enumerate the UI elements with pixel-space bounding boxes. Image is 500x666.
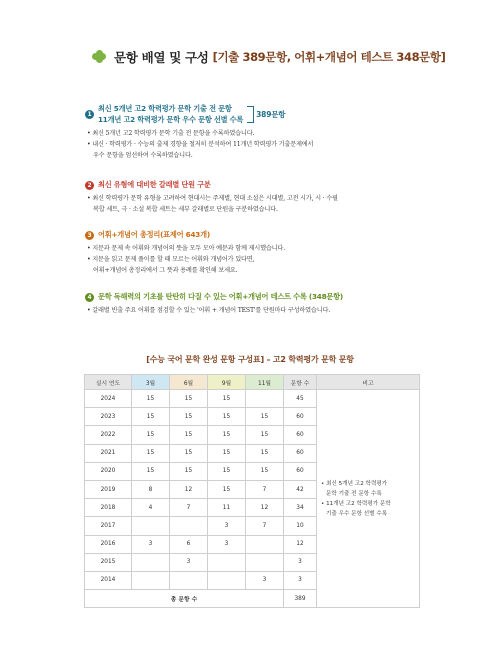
year-cell: 2022 [85, 426, 132, 444]
section-1-bullet-3: 우수 문항을 엄선하여 수록하였습니다. [93, 152, 193, 159]
note-line: 문학 기출 전 문항 수록 [326, 490, 382, 497]
count-cell: 42 [284, 480, 317, 498]
note-line: • 최신 5개년 고2 학력평가 [321, 480, 388, 487]
count-cell: 10 [284, 517, 317, 535]
section-number-badge: 1 [85, 110, 94, 119]
section-3-bullet-2: • 지문을 읽고 문제 풀이를 할 때 모르는 어휘와 개념어가 있다면, [87, 256, 255, 263]
month-cell: 15 [208, 462, 246, 480]
month-cell: 15 [170, 426, 208, 444]
note-line: • 11개년 고2 학력평가 문학 [321, 500, 391, 507]
month-cell: 11 [208, 499, 246, 517]
table-row [85, 390, 420, 408]
section-1-heading-line-1: 최신 5개년 고2 학력평가 문학 기출 전 문항 [98, 104, 232, 113]
month-cell: 15 [246, 426, 284, 444]
month-cell: 15 [132, 444, 170, 462]
month-cell: 15 [170, 408, 208, 426]
month-cell: 15 [208, 444, 246, 462]
month-cell [132, 571, 170, 589]
count-cell: 60 [284, 408, 317, 426]
section-3-heading: 어휘+개념어 총정리(표제어 643개) [98, 230, 210, 239]
count-cell: 60 [284, 426, 317, 444]
month-cell [132, 517, 170, 535]
header-count: 문항 수 [284, 375, 317, 390]
table-title: [수능 국어 문학 완성 문항 구성표] – 고2 학력평가 문학 문항 [146, 355, 354, 364]
page-subtitle: [기출 389문항, 어휘+개념어 테스트 348문항] [212, 50, 446, 64]
section-3-bullet-1: • 지문과 문제 속 어휘와 개념어의 뜻을 모두 모아 예문과 함께 제시했습니다. [87, 245, 285, 252]
month-cell: 15 [132, 408, 170, 426]
month-cell: 8 [132, 480, 170, 498]
count-cell: 3 [284, 571, 317, 589]
year-cell: 2024 [85, 390, 132, 408]
section-4 [85, 292, 425, 316]
month-cell: 3 [246, 571, 284, 589]
section-2-bullet-1: • 최신 학력평가 문학 유형을 고려하여 현대시는 주제별, 현대 소설은 시대별, 고전 시가, 시 · 수필 [87, 195, 338, 202]
month-cell: 3 [132, 535, 170, 553]
month-cell [170, 517, 208, 535]
section-1-bullet-2: • 내신 · 학력평가 · 수능의 출제 경향을 철저히 분석하여 11개년 학력평가 기출문제에서 [87, 141, 314, 148]
section-1-bullet-1: • 최신 5개년 고2 학력평가 문학 기출 전 문항을 수록하였습니다. [87, 130, 255, 137]
month-cell: 15 [246, 408, 284, 426]
year-cell: 2018 [85, 499, 132, 517]
month-cell: 15 [246, 462, 284, 480]
count-cell: 3 [284, 553, 317, 571]
month-cell: 15 [170, 444, 208, 462]
month-cell: 3 [208, 517, 246, 535]
year-cell: 2017 [85, 517, 132, 535]
header-march: 3월 [132, 375, 170, 390]
month-cell [246, 535, 284, 553]
count-cell: 34 [284, 499, 317, 517]
section-3 [85, 230, 425, 276]
section-2 [85, 180, 425, 215]
month-cell: 6 [170, 535, 208, 553]
month-cell [208, 553, 246, 571]
month-cell: 12 [170, 480, 208, 498]
year-cell: 2015 [85, 553, 132, 571]
month-cell: 15 [208, 480, 246, 498]
month-cell: 15 [208, 426, 246, 444]
year-cell: 2021 [85, 444, 132, 462]
section-1 [85, 103, 425, 161]
section-number-badge: 4 [85, 293, 94, 302]
year-cell: 2016 [85, 535, 132, 553]
month-cell: 7 [170, 499, 208, 517]
total-value: 389 [284, 590, 317, 608]
section-4-bullet-1: • 갈래별 빈출 주요 어휘를 점검할 수 있는 '어휘 + 개념어 TEST'를 단원마다 구성하였습니다. [87, 307, 331, 314]
section-number-badge: 3 [85, 231, 94, 240]
section-2-heading: 최신 유형에 대비한 갈래별 단원 구분 [98, 180, 211, 189]
month-cell: 7 [246, 480, 284, 498]
note-cell [317, 390, 420, 608]
year-cell: 2014 [85, 571, 132, 589]
total-label: 총 문항 수 [85, 590, 284, 608]
month-cell [246, 390, 284, 408]
month-cell [208, 571, 246, 589]
clover-icon [92, 50, 106, 64]
count-cell: 60 [284, 462, 317, 480]
year-cell: 2023 [85, 408, 132, 426]
note-line: 기출 우수 문항 선별 수록 [326, 510, 388, 517]
month-cell: 12 [246, 499, 284, 517]
month-cell: 15 [170, 462, 208, 480]
month-cell [170, 571, 208, 589]
month-cell: 15 [132, 390, 170, 408]
header-year: 실시 연도 [85, 375, 132, 390]
header-note: 비고 [317, 375, 420, 390]
section-1-count-label: 389문항 [256, 109, 286, 119]
question-composition-table [84, 374, 420, 608]
count-cell: 12 [284, 535, 317, 553]
month-cell: 15 [132, 426, 170, 444]
month-cell: 15 [132, 462, 170, 480]
section-2-bullet-2: 복합 세트, 극 · 소설 복합 세트는 세부 갈래별로 단원을 구분하였습니다. [93, 206, 278, 213]
page-title: 문항 배열 및 구성 [114, 50, 209, 65]
header-june: 6월 [170, 375, 208, 390]
month-cell: 15 [246, 444, 284, 462]
header-september: 9월 [208, 375, 246, 390]
page-title-row [92, 48, 445, 66]
month-cell: 3 [170, 553, 208, 571]
month-cell: 3 [208, 535, 246, 553]
month-cell: 15 [208, 408, 246, 426]
month-cell [246, 553, 284, 571]
count-cell: 60 [284, 444, 317, 462]
year-cell: 2019 [85, 480, 132, 498]
section-4-heading: 문학 독해력의 기초를 탄탄히 다질 수 있는 어휘+개념어 테스트 수록 (348문항) [98, 292, 343, 301]
count-cell: 45 [284, 390, 317, 408]
header-november: 11월 [246, 375, 284, 390]
month-cell: 15 [170, 390, 208, 408]
section-1-heading-line-2: 11개년 고2 학력평가 문학 우수 문항 선별 수록 [98, 115, 244, 124]
section-number-badge: 2 [85, 181, 94, 190]
month-cell [132, 553, 170, 571]
month-cell: 4 [132, 499, 170, 517]
year-cell: 2020 [85, 462, 132, 480]
month-cell: 7 [246, 517, 284, 535]
bracket-divider [247, 106, 254, 123]
table-header-row [85, 375, 420, 390]
month-cell: 15 [208, 390, 246, 408]
section-3-bullet-3: 어휘+개념어 총정리에서 그 뜻과 용례를 확인해 보세요. [93, 267, 238, 274]
